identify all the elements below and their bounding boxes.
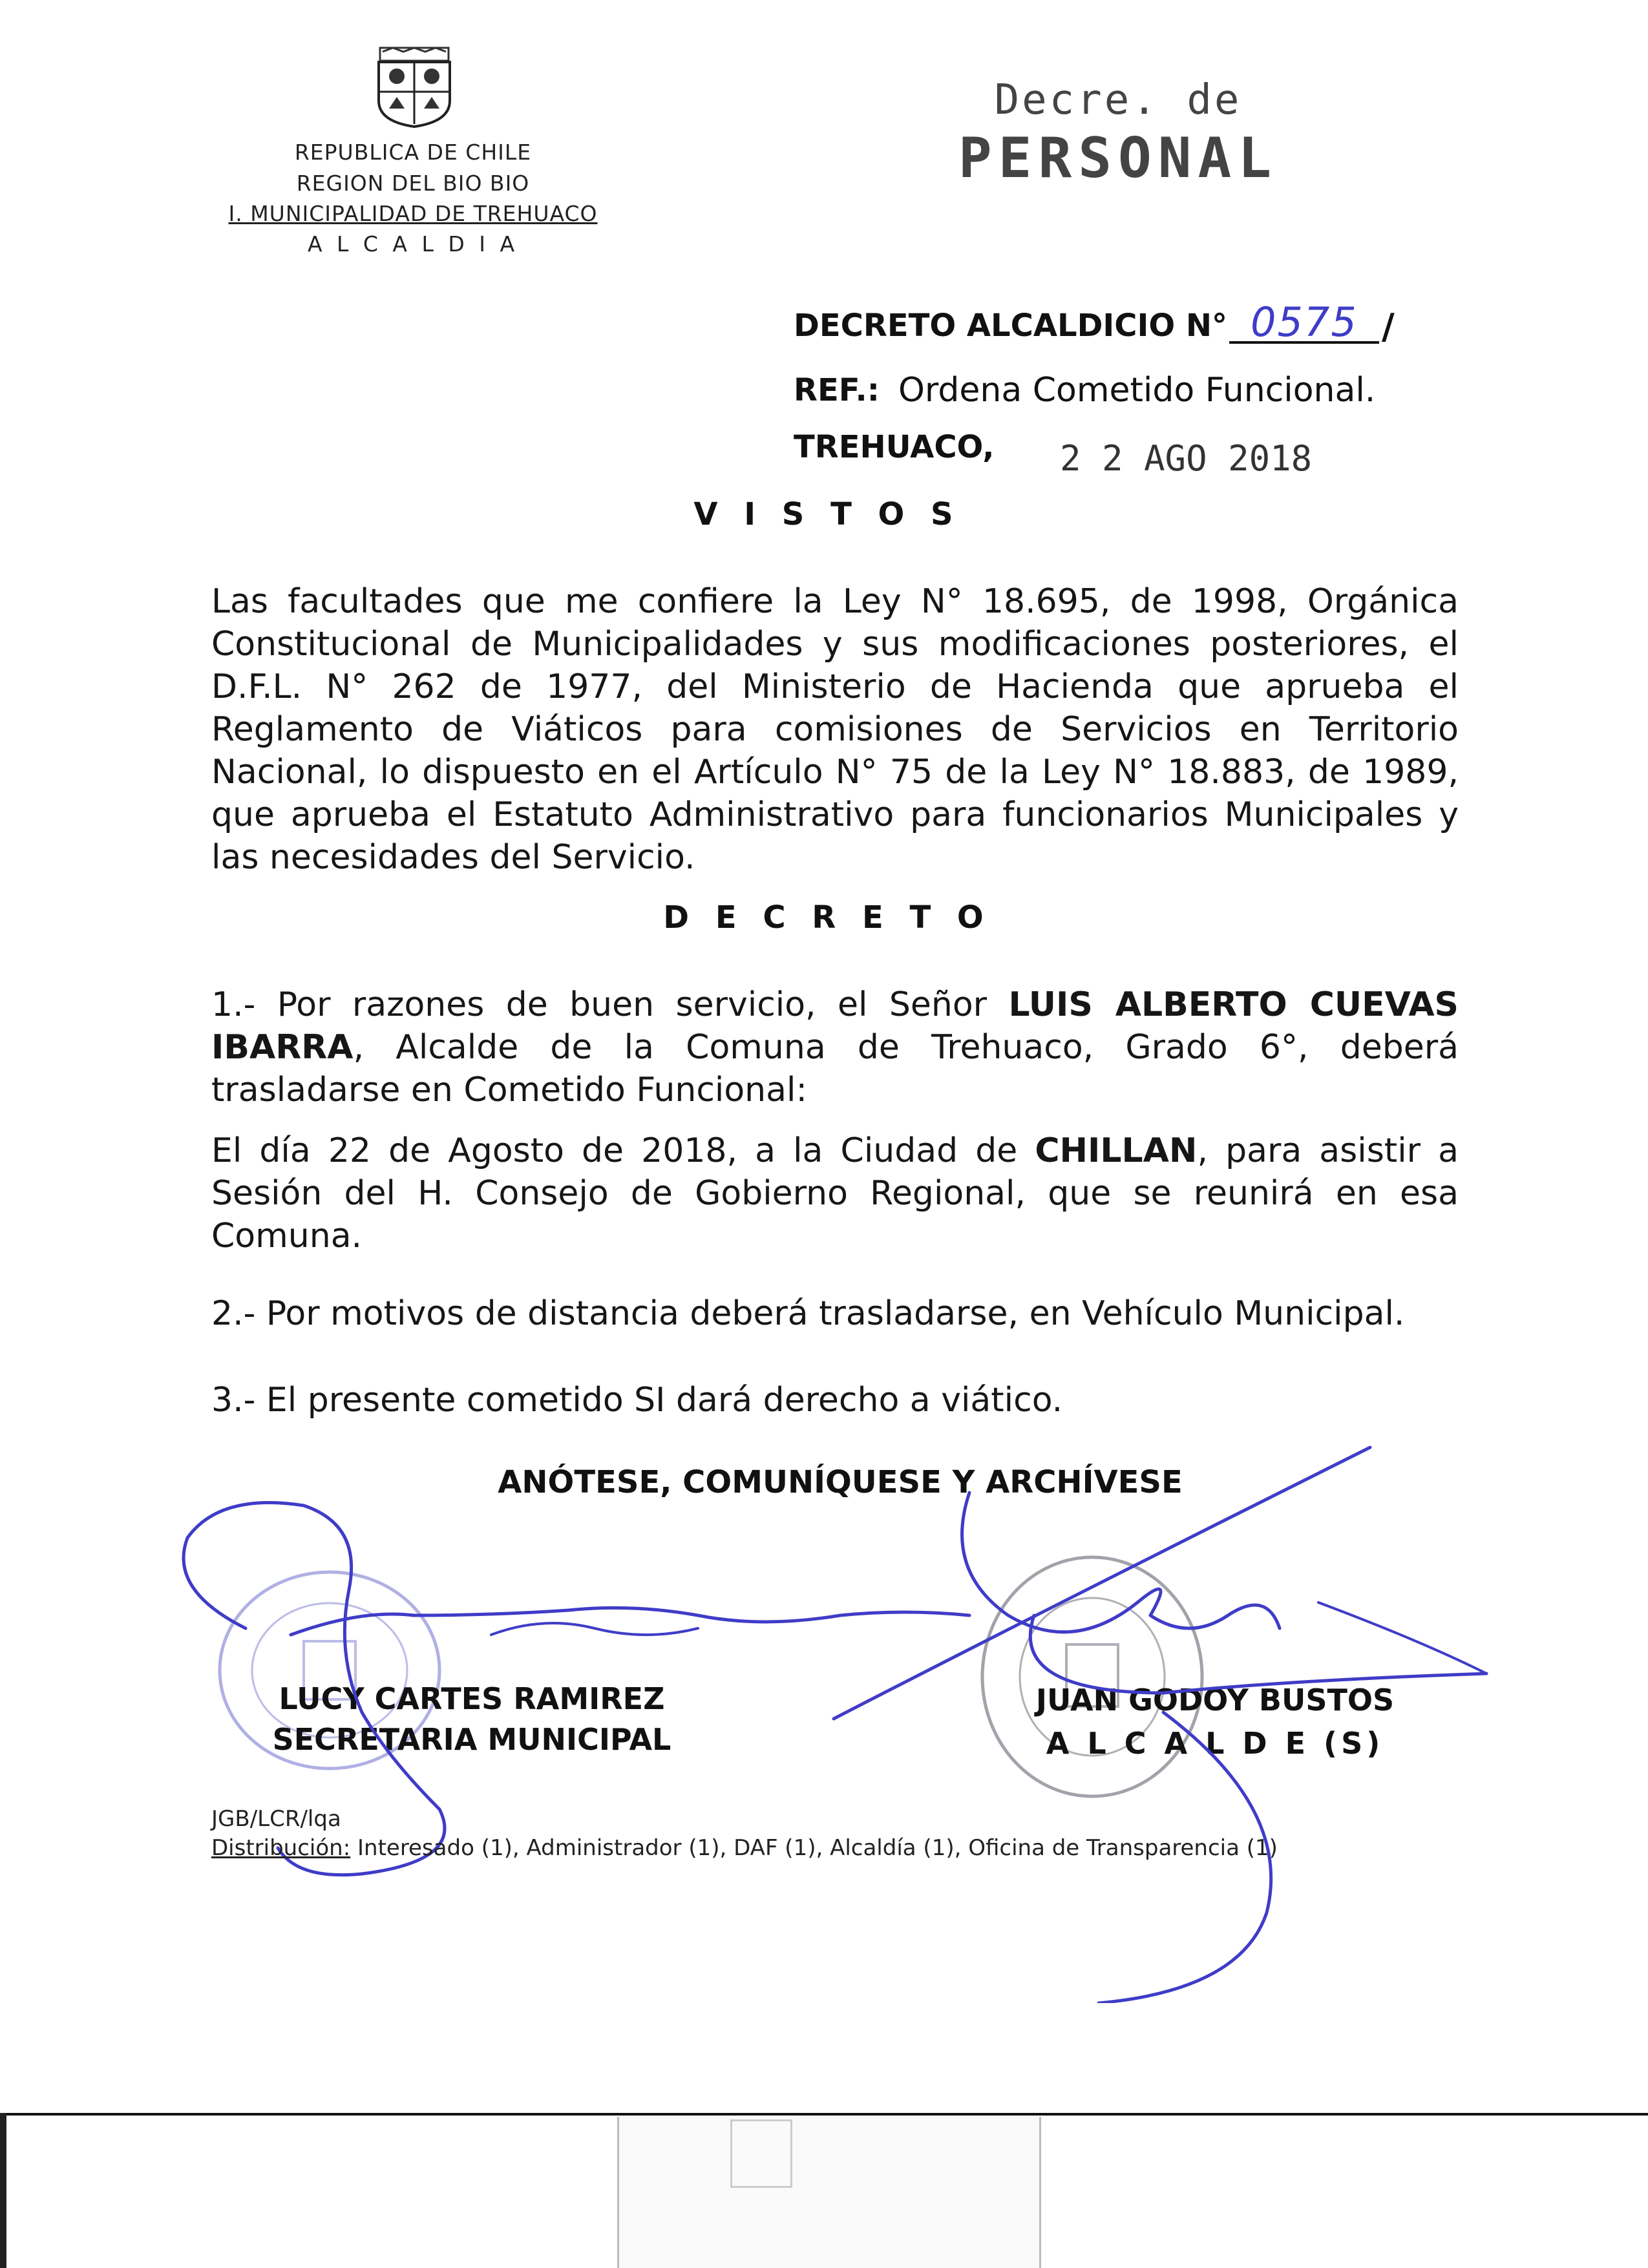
item1b-text-start: El día 22 de Agosto de 2018, a la Ciudad de (211, 1131, 1018, 1170)
destination-city: CHILLAN (1035, 1131, 1198, 1170)
decree-number-label: DECRETO ALCALDICIO N° (794, 308, 1228, 344)
official-name: LUIS ALBERTO CUEVAS IBARRA (211, 985, 1459, 1067)
date-stamp: 2 2 AGO 2018 (1060, 438, 1313, 479)
item1-text-end: , Alcalde de la Comuna de Trehuaco, Grado 6°, deberá trasladarse en Cometido Funcional: (211, 1028, 1459, 1109)
left-signer-title: SECRETARIA MUNICIPAL (272, 1722, 671, 1757)
footer-initials: JGB/LCR/lqa (211, 1806, 341, 1832)
decreto-item-1-detail (211, 1129, 1459, 1257)
signature-scribbles-icon (0, 1422, 1648, 2003)
decreto-item-3: 3.- El presente cometido SI dará derecho a viático. (211, 1381, 1063, 1420)
scan-bottom-edge (0, 2113, 1648, 2268)
coat-of-arms-icon (374, 45, 455, 128)
distribution-list: Interesado (1), Administrador (1), DAF (1), Alcaldía (1), Oficina de Transparencia (1) (350, 1835, 1278, 1861)
header-region: REGION DEL BIO BIO (296, 171, 530, 196)
item1-text-start: 1.- Por razones de buen servicio, el Señor (211, 985, 988, 1024)
header-municipality: I. MUNICIPALIDAD DE TREHUACO (228, 201, 598, 226)
stamp-personal-label: PERSONAL (958, 126, 1278, 191)
ref-value: Ordena Cometido Funcional. (898, 371, 1376, 410)
ref-label: REF.: (794, 372, 880, 408)
header-office: A L C A L D I A (307, 231, 519, 257)
right-signer-name: JUAN GODOY BUSTOS (1035, 1683, 1395, 1717)
decree-number-value: 0575 (1251, 299, 1358, 346)
place-label: TREHUACO, (794, 429, 995, 465)
stamp-decree-label: Decre. de (994, 76, 1242, 124)
right-signer-title: A L C A L D E (S) (1046, 1726, 1384, 1761)
distribution-label: Distribución: (211, 1835, 351, 1861)
decreto-item-1 (211, 983, 1459, 1111)
vistos-paragraph: Las facultades que me confiere la Ley N° 18.695, de 1998, Orgánica Constitucional de Municipalidades y sus modificaciones posteriores, el D.F.L. N° 262 de 1977, del Ministerio de Hacienda que aprueba el Reglamento de Viáticos para comisiones de Servicios en Territorio Nacional, lo dispuesto en el Artículo N° 75 de la Ley N° 18.883, de 1989, que aprueba el Estatuto Administrativo para funcionarios Municipales y las necesidades del Servicio. (211, 582, 1459, 877)
decreto-item-2: 2.- Por motivos de distancia deberá trasladarse, en Vehículo Municipal. (211, 1294, 1405, 1333)
left-signer-name: LUCY CARTES RAMIREZ (279, 1681, 665, 1716)
closing-formula: ANÓTESE, COMUNÍQUESE Y ARCHÍVESE (498, 1464, 1183, 1500)
item1b-text-end: , para asistir a Sesión del H. Consejo de Gobierno Regional, que se reunirá en esa Comuna. (211, 1131, 1459, 1255)
header-country: REPUBLICA DE CHILE (294, 140, 532, 165)
decree-number-suffix: / (1382, 306, 1395, 347)
vistos-title: V I S T O S (693, 496, 961, 532)
footer-distribution (211, 1835, 1439, 1861)
decreto-title: D E C R E T O (663, 899, 991, 936)
